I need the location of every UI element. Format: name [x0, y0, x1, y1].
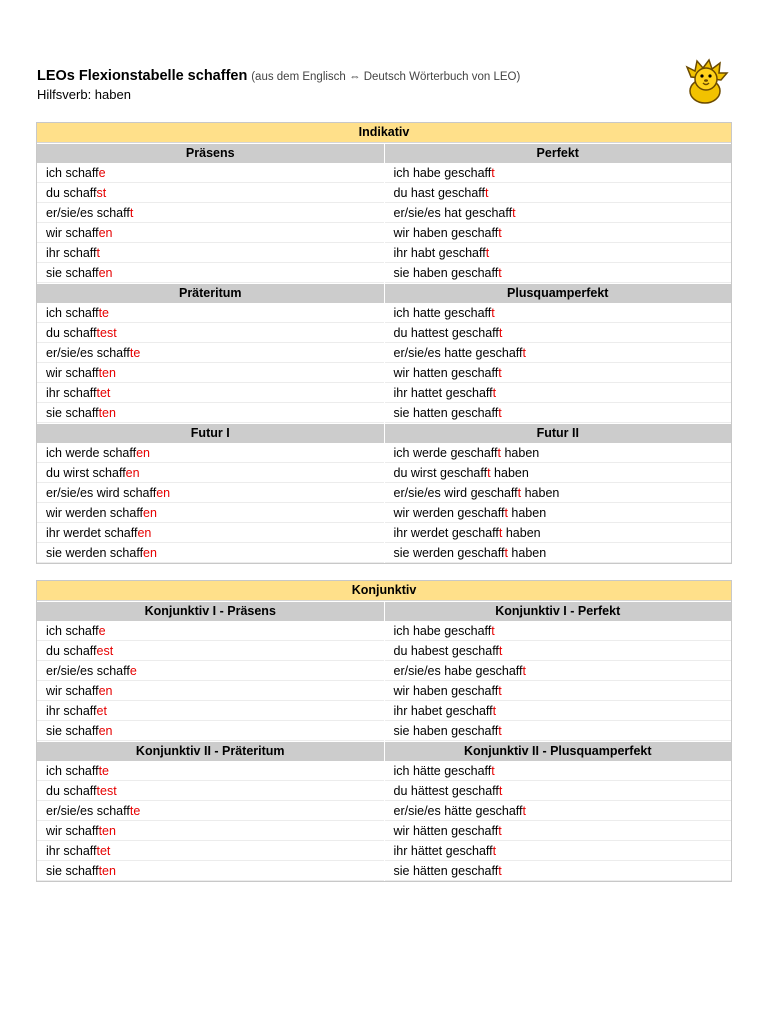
form-ending: t — [504, 506, 508, 520]
form-stem: sie haben geschaff — [393, 724, 499, 738]
conjugation-row — [385, 463, 732, 483]
conjugation-row — [385, 323, 732, 343]
form-stem: sie werden geschaff — [393, 546, 505, 560]
tense-group — [37, 143, 731, 283]
form-ending: t — [491, 306, 495, 320]
form-stem: du wirst schaff — [46, 466, 126, 480]
form-stem: ihr habet geschaff — [393, 704, 493, 718]
form-stem: ihr werdet geschaff — [393, 526, 499, 540]
form-stem: sie schaff — [46, 864, 99, 878]
form-stem: ihr hättet geschaff — [393, 844, 493, 858]
conjugation-row — [385, 263, 732, 283]
form-ending: t — [491, 764, 495, 778]
conjugation-row — [37, 163, 384, 183]
page-header — [37, 66, 687, 103]
form-stem: er/sie/es habe geschaff — [393, 664, 523, 678]
form-ending: test — [96, 784, 117, 798]
conjugation-row — [385, 203, 732, 223]
conjugation-row — [385, 661, 732, 681]
conjugation-row — [385, 483, 732, 503]
conjugation-row — [385, 303, 732, 323]
form-stem: du schaff — [46, 644, 97, 658]
form-stem: du hättest geschaff — [393, 784, 499, 798]
tense-column-plusquamperfekt — [384, 283, 732, 423]
form-ending: t — [491, 166, 495, 180]
form-stem: du schaff — [46, 784, 97, 798]
form-stem: wir haben geschaff — [393, 226, 499, 240]
form-suffix: haben — [521, 486, 560, 500]
form-ending: t — [498, 784, 503, 798]
leo-lion-logo-icon — [681, 55, 731, 105]
conjugation-row — [37, 543, 384, 563]
conjugation-row — [385, 641, 732, 661]
conjugation-row — [385, 841, 732, 861]
form-ending: en — [98, 226, 113, 240]
tense-column-futur-ii — [384, 423, 732, 563]
mood-header: Indikativ — [37, 123, 731, 143]
conjugation-row — [37, 463, 384, 483]
form-ending: te — [129, 346, 141, 360]
conjugation-row — [385, 403, 732, 423]
form-ending: t — [498, 266, 502, 280]
conjugation-row — [385, 543, 732, 563]
form-stem: du hast geschaff — [393, 186, 486, 200]
conjugation-row — [37, 243, 384, 263]
form-stem: wir werden schaff — [46, 506, 144, 520]
form-ending: en — [143, 546, 157, 560]
conjugation-row — [37, 503, 384, 523]
tense-header: Perfekt — [385, 143, 732, 163]
tense-header: Konjunktiv II - Plusquamperfekt — [385, 741, 732, 761]
conjugation-row — [37, 483, 384, 503]
form-ending: tet — [96, 844, 111, 858]
form-stem: wir hätten geschaff — [393, 824, 499, 838]
conjugation-row — [37, 303, 384, 323]
tense-header: Präsens — [37, 143, 384, 163]
conjugation-row — [37, 861, 384, 881]
form-suffix: haben — [490, 466, 529, 480]
form-ending: te — [98, 764, 110, 778]
form-stem: wir schaff — [46, 226, 99, 240]
tense-header: Plusquamperfekt — [385, 283, 732, 303]
form-stem: sie hätten geschaff — [393, 864, 499, 878]
form-stem: sie schaff — [46, 724, 99, 738]
form-stem: ihr schaff — [46, 246, 97, 260]
conjugation-row — [385, 701, 732, 721]
form-stem: wir schaff — [46, 684, 99, 698]
title-line — [37, 66, 687, 86]
form-stem: ihr schaff — [46, 844, 97, 858]
form-ending: t — [522, 346, 527, 360]
form-ending: est — [96, 644, 114, 658]
form-ending: en — [156, 486, 171, 500]
conjugation-row — [385, 761, 732, 781]
conjugation-row — [385, 343, 732, 363]
form-suffix: haben — [502, 526, 541, 540]
tense-column-praeteritum — [37, 283, 384, 423]
conjugation-row — [37, 403, 384, 423]
form-stem: ich hätte geschaff — [393, 764, 492, 778]
tense-header: Futur I — [37, 423, 384, 443]
conjugation-row — [385, 163, 732, 183]
conjugation-row — [385, 503, 732, 523]
tense-column-futur-i — [37, 423, 384, 563]
form-ending: t — [498, 366, 502, 380]
form-stem: er/sie/es wird geschaff — [393, 486, 518, 500]
form-ending: te — [98, 306, 110, 320]
form-ending: et — [96, 704, 107, 718]
form-ending: t — [498, 644, 503, 658]
konjunktiv-table — [36, 580, 732, 882]
form-ending: t — [129, 206, 134, 220]
conjugation-row — [385, 681, 732, 701]
form-stem: wir werden geschaff — [393, 506, 505, 520]
form-ending: en — [137, 526, 152, 540]
form-stem: sie schaff — [46, 266, 99, 280]
mood-header: Konjunktiv — [37, 581, 731, 601]
form-ending: t — [504, 546, 508, 560]
conjugation-row — [37, 343, 384, 363]
tense-group — [37, 423, 731, 563]
form-stem: ich werde geschaff — [393, 446, 498, 460]
form-ending: t — [522, 664, 527, 678]
form-stem: ich schaff — [46, 624, 99, 638]
conjugation-row — [385, 443, 732, 463]
conjugation-row — [37, 781, 384, 801]
tense-column-konjunktiv-ii-plusquamperfekt — [384, 741, 732, 881]
conjugation-row — [385, 821, 732, 841]
form-ending: t — [522, 804, 527, 818]
form-stem: wir schaff — [46, 366, 99, 380]
tense-header: Präteritum — [37, 283, 384, 303]
conjugation-row — [37, 821, 384, 841]
page-title: LEOs Flexionstabelle schaffen — [37, 68, 248, 84]
conjugation-row — [37, 263, 384, 283]
conjugation-row — [385, 781, 732, 801]
conjugation-row — [385, 243, 732, 263]
form-stem: er/sie/es schaff — [46, 664, 130, 678]
form-ending: t — [498, 724, 502, 738]
tense-column-konjunktiv-i-praesens — [37, 601, 384, 741]
form-stem: sie hatten geschaff — [393, 406, 499, 420]
form-stem: ich schaff — [46, 166, 99, 180]
conjugation-row — [37, 701, 384, 721]
form-ending: ten — [98, 406, 116, 420]
form-stem: wir hatten geschaff — [393, 366, 499, 380]
form-stem: er/sie/es hat geschaff — [393, 206, 513, 220]
conjugation-row — [385, 801, 732, 821]
form-stem: ich schaff — [46, 764, 99, 778]
form-stem: ihr werdet schaff — [46, 526, 138, 540]
form-suffix: haben — [507, 546, 547, 560]
form-stem: du habest geschaff — [393, 644, 499, 658]
form-stem: ich habe geschaff — [393, 624, 492, 638]
form-ending: t — [485, 186, 489, 200]
tense-column-praesens — [37, 143, 384, 283]
conjugation-row — [37, 661, 384, 681]
tense-header: Konjunktiv I - Perfekt — [385, 601, 732, 621]
indikativ-table — [36, 122, 732, 564]
form-stem: du schaff — [46, 186, 97, 200]
form-ending: t — [492, 704, 497, 718]
conjugation-row — [37, 523, 384, 543]
tense-header: Konjunktiv II - Präteritum — [37, 741, 384, 761]
tense-header: Futur II — [385, 423, 732, 443]
conjugation-row — [37, 443, 384, 463]
form-ending: t — [512, 206, 516, 220]
form-stem: du wirst geschaff — [393, 466, 488, 480]
conjugation-row — [37, 383, 384, 403]
form-ending: t — [492, 844, 497, 858]
form-stem: ihr schaff — [46, 704, 97, 718]
form-ending: en — [143, 506, 157, 520]
form-ending: e — [98, 166, 106, 180]
form-ending: t — [491, 624, 495, 638]
form-ending: en — [98, 266, 113, 280]
form-stem: ich werde schaff — [46, 446, 137, 460]
form-suffix: haben — [500, 446, 540, 460]
tense-group — [37, 601, 731, 741]
form-stem: er/sie/es wird schaff — [46, 486, 157, 500]
conjugation-row — [37, 203, 384, 223]
form-ending: t — [498, 406, 502, 420]
form-stem: ihr hattet geschaff — [393, 386, 493, 400]
form-ending: t — [498, 824, 502, 838]
form-ending: t — [498, 864, 502, 878]
conjugation-row — [385, 383, 732, 403]
conjugation-row — [37, 223, 384, 243]
form-ending: t — [498, 326, 503, 340]
tense-column-konjunktiv-i-perfekt — [384, 601, 732, 741]
form-ending: ten — [98, 824, 116, 838]
conjugation-row — [37, 363, 384, 383]
form-stem: sie schaff — [46, 406, 99, 420]
conjugation-row — [385, 523, 732, 543]
form-ending: st — [96, 186, 107, 200]
form-ending: t — [485, 246, 490, 260]
conjugation-row — [37, 841, 384, 861]
form-ending: test — [96, 326, 117, 340]
conjugation-row — [37, 761, 384, 781]
form-ending: en — [98, 724, 113, 738]
form-stem: er/sie/es schaff — [46, 804, 130, 818]
conjugation-row — [385, 621, 732, 641]
form-ending: ten — [98, 864, 116, 878]
form-ending: tet — [96, 386, 111, 400]
conjugation-row — [385, 183, 732, 203]
form-ending: e — [129, 664, 137, 678]
form-ending: en — [98, 684, 113, 698]
form-stem: er/sie/es hätte geschaff — [393, 804, 523, 818]
page-subtitle: (aus dem Englisch ⇔ Deutsch Wörterbuch von LEO) — [251, 71, 521, 83]
form-stem: ich hatte geschaff — [393, 306, 492, 320]
form-ending: t — [96, 246, 100, 260]
form-ending: te — [129, 804, 141, 818]
conjugation-row — [385, 363, 732, 383]
conjugation-row — [37, 621, 384, 641]
form-stem: er/sie/es hatte geschaff — [393, 346, 523, 360]
form-stem: wir schaff — [46, 824, 99, 838]
conjugation-row — [37, 641, 384, 661]
conjugation-row — [37, 323, 384, 343]
form-ending: t — [498, 226, 502, 240]
conjugation-row — [37, 721, 384, 741]
tense-column-konjunktiv-ii-praeteritum — [37, 741, 384, 881]
tense-column-perfekt — [384, 143, 732, 283]
form-ending: t — [497, 446, 501, 460]
form-stem: ich habe geschaff — [393, 166, 492, 180]
form-ending: en — [125, 466, 140, 480]
conjugation-row — [385, 721, 732, 741]
form-suffix: haben — [507, 506, 547, 520]
form-ending: t — [498, 526, 503, 540]
form-stem: er/sie/es schaff — [46, 206, 130, 220]
conjugation-row — [37, 801, 384, 821]
conjugation-row — [37, 183, 384, 203]
form-stem: ihr schaff — [46, 386, 97, 400]
tense-header: Konjunktiv I - Präsens — [37, 601, 384, 621]
form-ending: t — [487, 466, 491, 480]
form-ending: e — [98, 624, 106, 638]
form-ending: en — [136, 446, 151, 460]
form-stem: sie werden schaff — [46, 546, 144, 560]
conjugation-row — [37, 681, 384, 701]
tense-group — [37, 283, 731, 423]
tense-group — [37, 741, 731, 881]
form-stem: er/sie/es schaff — [46, 346, 130, 360]
form-ending: ten — [98, 366, 116, 380]
form-stem: ihr habt geschaff — [393, 246, 486, 260]
form-ending: t — [492, 386, 497, 400]
form-ending: t — [517, 486, 522, 500]
conjugation-row — [385, 223, 732, 243]
auxiliary-verb: Hilfsverb: haben — [37, 87, 131, 102]
form-stem: du schaff — [46, 326, 97, 340]
form-stem: sie haben geschaff — [393, 266, 499, 280]
conjugation-row — [385, 861, 732, 881]
form-ending: t — [498, 684, 502, 698]
form-stem: wir haben geschaff — [393, 684, 499, 698]
form-stem: du hattest geschaff — [393, 326, 499, 340]
form-stem: ich schaff — [46, 306, 99, 320]
